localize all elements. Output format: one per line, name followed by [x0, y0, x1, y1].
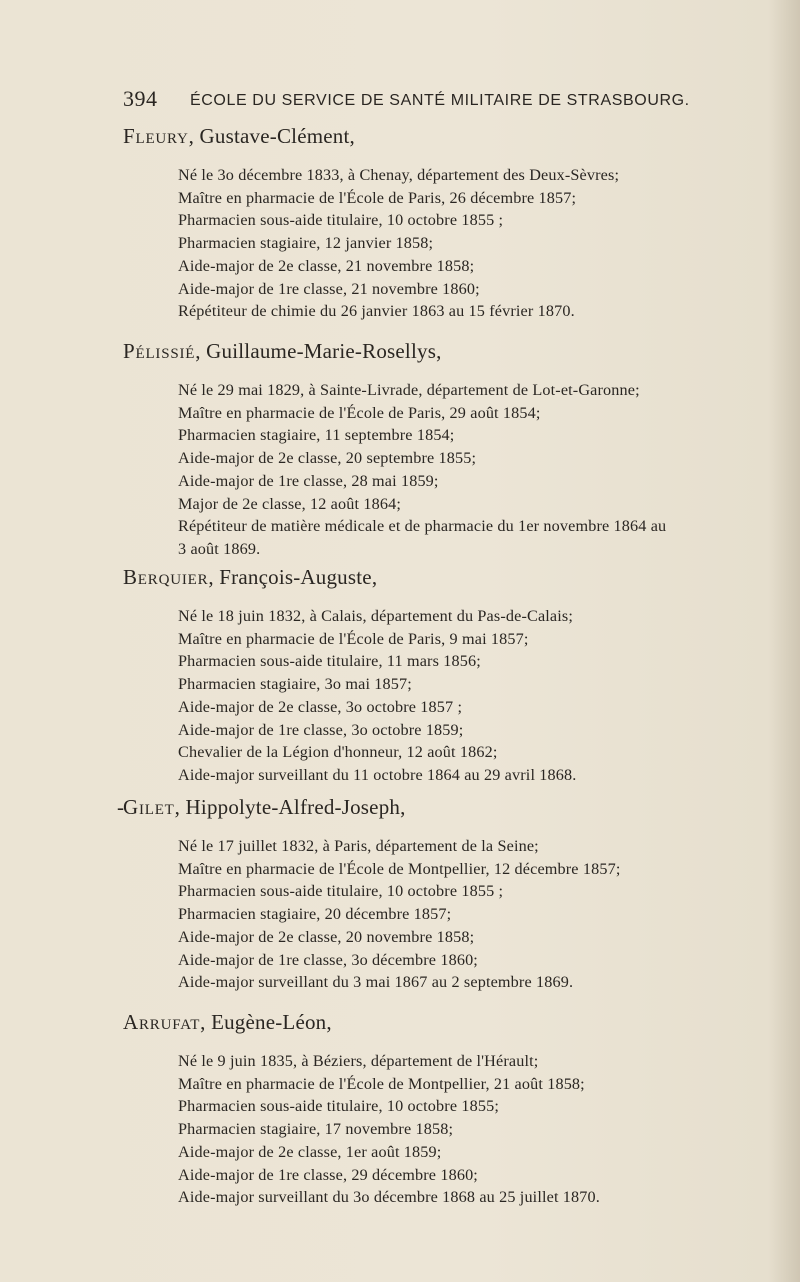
entry-surname: Fleury	[123, 124, 189, 148]
entry-line: Aide-major de 1re classe, 28 mai 1859;	[178, 471, 439, 490]
entry-given-names: , François-Auguste,	[208, 565, 378, 589]
entry-name	[123, 565, 377, 590]
entry-line: Né le 17 juillet 1832, à Paris, département de la Seine;	[178, 837, 539, 855]
entry-line: Pharmacien sous-aide titulaire, 10 octobre 1855 ;	[178, 211, 504, 230]
entry-lines	[178, 379, 666, 561]
entry-name	[123, 124, 355, 149]
entry-line: Pharmacien sous-aide titulaire, 10 octobre 1855;	[178, 1097, 499, 1116]
entry-line: Pharmacien stagiaire, 3o mai 1857;	[178, 675, 412, 694]
entry-line: Pharmacien sous-aide titulaire, 10 octobre 1855 ;	[178, 882, 504, 901]
entry-lines	[178, 835, 620, 994]
entry-line: Né le 29 mai 1829, à Sainte-Livrade, département de Lot-et-Garonne;	[178, 381, 640, 399]
entry-line: Aide-major de 2e classe, 20 novembre 1858;	[178, 927, 475, 946]
entry-line: Aide-major de 2e classe, 21 novembre 1858;	[178, 256, 475, 275]
entry-line: Chevalier de la Légion d'honneur, 12 août 1862;	[178, 743, 498, 762]
entry-line: Aide-major de 2e classe, 3o octobre 1857 ;	[178, 697, 463, 716]
entry-surname: Arrufat	[123, 1010, 201, 1034]
entry-lines	[178, 164, 619, 323]
entry-line: Maître en pharmacie de l'École de Montpellier, 21 août 1858;	[178, 1074, 585, 1093]
entry-name	[123, 795, 406, 820]
entry-lines	[178, 1050, 600, 1209]
entry-line: Répétiteur de matière médicale et de pharmacie du 1er novembre 1864 au	[178, 517, 667, 536]
entry-surname: Gilet	[123, 795, 175, 819]
entry-surname: Pélissié	[123, 339, 196, 363]
page-header	[0, 86, 800, 118]
entry-lines	[178, 605, 576, 787]
entry-line: Aide-major de 2e classe, 1er août 1859;	[178, 1142, 442, 1161]
entry-line: Pharmacien sous-aide titulaire, 11 mars 1856;	[178, 652, 481, 671]
entry-line: Maître en pharmacie de l'École de Paris, 26 décembre 1857;	[178, 188, 577, 207]
entry-line: Répétiteur de chimie du 26 janvier 1863 au 15 février 1870.	[178, 302, 575, 321]
entry-line: Aide-major de 1re classe, 29 décembre 1860;	[178, 1165, 478, 1184]
entry-line: Né le 9 juin 1835, à Béziers, département de l'Hérault;	[178, 1052, 539, 1070]
entry-given-names: , Gustave-Clément,	[188, 124, 355, 148]
entry-given-names: , Hippolyte-Alfred-Joseph,	[174, 795, 406, 819]
entry-surname: Berquier	[123, 565, 209, 589]
entry-line: Aide-major de 1re classe, 3o décembre 1860;	[178, 950, 478, 969]
entry-line: Aide-major surveillant du 3 mai 1867 au 2 septembre 1869.	[178, 973, 574, 992]
entry-line: Aide-major de 2e classe, 20 septembre 1855;	[178, 449, 477, 468]
entry-line: 3 août 1869.	[178, 539, 261, 558]
entry-name	[123, 339, 442, 364]
entry-given-names: , Guillaume-Marie-Rosellys,	[195, 339, 442, 363]
entry-line: Aide-major surveillant du 11 octobre 1864 au 29 avril 1868.	[178, 765, 577, 784]
page-number: 394	[123, 86, 158, 111]
entry-line: Pharmacien stagiaire, 17 novembre 1858;	[178, 1120, 454, 1139]
entry-line: Aide-major de 1re classe, 3o octobre 1859;	[178, 720, 464, 739]
entry-line: Pharmacien stagiaire, 20 décembre 1857;	[178, 905, 452, 924]
entry-line: Aide-major de 1re classe, 21 novembre 1860;	[178, 279, 480, 298]
entry-line: Né le 3o décembre 1833, à Chenay, département des Deux-Sèvres;	[178, 166, 620, 184]
entry-line: Maître en pharmacie de l'École de Montpellier, 12 décembre 1857;	[178, 859, 621, 878]
entry-line: Maître en pharmacie de l'École de Paris, 9 mai 1857;	[178, 629, 529, 648]
running-head: ÉCOLE DU SERVICE DE SANTÉ MILITAIRE DE STRASBOURG.	[190, 92, 690, 109]
margin-mark: -	[117, 795, 124, 819]
entry-line: Pharmacien stagiaire, 11 septembre 1854;	[178, 426, 455, 445]
entry-given-names: , Eugène-Léon,	[200, 1010, 332, 1034]
entry-name	[123, 1010, 332, 1035]
entry-line: Aide-major surveillant du 3o décembre 1868 au 25 juillet 1870.	[178, 1188, 600, 1207]
entry-line: Pharmacien stagiaire, 12 janvier 1858;	[178, 234, 434, 253]
entry-line: Major de 2e classe, 12 août 1864;	[178, 494, 401, 513]
entry-line: Né le 18 juin 1832, à Calais, département du Pas-de-Calais;	[178, 607, 574, 625]
entry-line: Maître en pharmacie de l'École de Paris, 29 août 1854;	[178, 403, 541, 422]
